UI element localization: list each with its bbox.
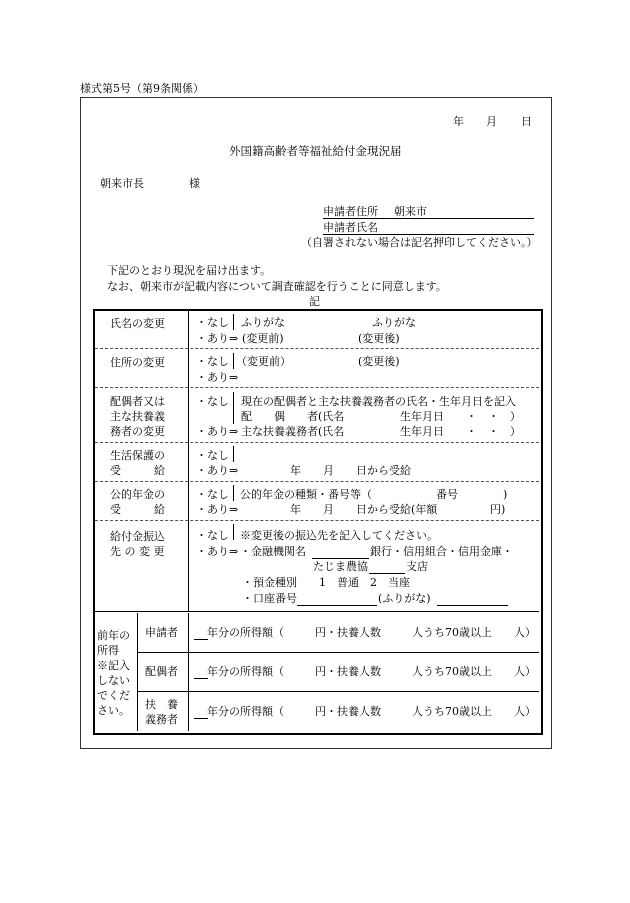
income-text-2: 円・扶養人数	[315, 626, 381, 639]
row-divider	[95, 348, 539, 349]
spouse-none: ・なし	[196, 395, 229, 408]
row-divider	[95, 442, 539, 443]
applicant-name-label: 申請者氏名	[323, 221, 378, 234]
pension-label-1: 公的年金の	[110, 488, 165, 501]
pension-line-1c: )	[503, 488, 508, 501]
pension-yes: ・あり⇒	[196, 503, 239, 516]
pension-line-2: 年 月 日から受給(年額	[290, 503, 438, 516]
spouse-line-3b: 生年月日 ・ ・ ）	[400, 425, 521, 438]
address-change-yes: ・あり⇒	[196, 371, 239, 384]
date-month: 月	[486, 115, 497, 128]
name-change-yes: ・あり⇒	[196, 332, 239, 345]
pension-none: ・なし	[196, 488, 229, 501]
pension-label-2: 受 給	[110, 503, 165, 516]
spouse-label-1: 配偶者又は	[110, 395, 165, 408]
income-row-divider	[137, 691, 539, 692]
nashi-separator	[233, 392, 234, 424]
form-number: 様式第5号（第9条関係）	[80, 82, 204, 95]
intro-line-2: なお、朝来市が記載内容について調査確認を行うことに同意します。	[107, 280, 447, 293]
transfer-line-4: ・預金種別 1 普通 2 当座	[242, 576, 410, 589]
applicant-note: （自署されない場合は記名押印してください。）	[301, 236, 538, 249]
name-change-label: 氏名の変更	[110, 317, 165, 330]
income-row-label: 配偶者	[145, 665, 178, 678]
spouse-yes: ・あり⇒	[196, 425, 239, 438]
applicant-address-value: 朝来市	[394, 205, 427, 218]
date-year: 年	[453, 115, 464, 128]
address-before: （変更前）	[236, 355, 291, 368]
applicant-address-underline	[323, 218, 534, 219]
date-day: 日	[521, 115, 532, 128]
account-number-blank	[297, 605, 377, 606]
income-row-divider	[137, 652, 539, 653]
row-divider	[95, 481, 539, 482]
pension-line-1a: 公的年金の種類・番号等（	[240, 488, 372, 501]
transfer-line-5a: ・口座番号	[242, 592, 297, 605]
welfare-yes: ・あり⇒	[196, 464, 239, 477]
transfer-line-2b: 銀行・信用組合・信用金庫・	[370, 545, 513, 558]
spouse-label-3: 務者の変更	[110, 425, 165, 438]
spouse-label-2: 主な扶養義	[110, 410, 165, 423]
welfare-label-2: 受 給	[110, 464, 165, 477]
income-row-label: 扶 養	[145, 698, 178, 711]
income-text-3: 人うち70歳以上	[412, 626, 492, 639]
spouse-line-3a: 主な扶養義務者(氏名	[241, 425, 345, 438]
pension-line-2-end: 円)	[490, 503, 506, 516]
pension-line-1b: 番号	[436, 488, 458, 501]
transfer-line-3a: たじま農協	[313, 560, 368, 573]
applicant-name-underline	[323, 234, 534, 235]
income-col-divider-2	[188, 613, 189, 731]
name-furigana-before: ふりがな	[241, 316, 285, 329]
income-text-2: 円・扶養人数	[315, 705, 381, 718]
row-divider	[95, 611, 539, 612]
income-label-5: でくだ	[97, 689, 130, 702]
income-label-1: 前年の	[97, 629, 130, 642]
year-blank	[194, 678, 208, 679]
transfer-line-5b: (ふりがな)	[378, 592, 431, 605]
income-label-6: さい。	[97, 704, 130, 717]
furigana-blank	[437, 605, 508, 606]
nashi-separator	[233, 524, 234, 540]
income-text-3: 人うち70歳以上	[412, 665, 492, 678]
form-title: 外国籍高齢者等福祉給付金現況届	[229, 144, 402, 158]
spouse-line-2b: 生年月日 ・ ・ ）	[400, 410, 521, 423]
applicant-address-label: 申請者住所	[323, 205, 378, 218]
year-blank	[194, 639, 208, 640]
spouse-line-2a: 配 偶 者(氏名	[241, 410, 345, 423]
table-col-divider	[188, 311, 189, 611]
name-furigana-after: ふりがな	[372, 316, 416, 329]
welfare-none: ・なし	[196, 449, 229, 462]
income-col-divider-1	[137, 613, 138, 731]
year-blank	[194, 718, 208, 719]
bank-name-blank	[312, 558, 369, 559]
transfer-yes: ・あり⇒	[196, 545, 239, 558]
income-text-1: 年分の所得額（	[207, 626, 284, 639]
income-text-4: 人）	[514, 705, 536, 718]
address-after: (変更後)	[358, 355, 400, 368]
nashi-separator	[233, 353, 234, 369]
transfer-line-2a: ・金融機関名	[240, 545, 306, 558]
name-after: (変更後)	[358, 332, 400, 345]
transfer-line-3b: 支店	[406, 560, 428, 573]
name-before: (変更前)	[242, 332, 284, 345]
transfer-label-2: 先 の 変 更	[110, 545, 165, 558]
row-divider	[95, 520, 539, 521]
intro-line-1: 下記のとおり現況を届け出ます。	[107, 264, 272, 277]
welfare-label-1: 生活保護の	[110, 449, 165, 462]
income-label-2: 所得	[97, 644, 119, 657]
transfer-label-1: 給付金振込	[110, 530, 165, 543]
income-text-4: 人）	[514, 665, 536, 678]
address-change-none: ・なし	[196, 355, 229, 368]
addressee-honorific: 様	[189, 177, 200, 190]
income-text-1: 年分の所得額（	[207, 705, 284, 718]
income-row-label: 申請者	[145, 626, 178, 639]
income-text-3: 人うち70歳以上	[412, 705, 492, 718]
spouse-line-1: 現在の配偶者と主な扶養義務者の氏名・生年月日を記入	[241, 395, 516, 408]
nashi-separator	[233, 314, 234, 330]
name-change-none: ・なし	[196, 316, 229, 329]
income-row-label-2: 義務者	[145, 713, 178, 726]
row-divider	[95, 387, 539, 388]
income-text-4: 人）	[514, 626, 536, 639]
income-text-2: 円・扶養人数	[315, 665, 381, 678]
income-text-1: 年分の所得額（	[207, 665, 284, 678]
address-change-label: 住所の変更	[110, 356, 165, 369]
branch-blank	[369, 573, 405, 574]
transfer-none: ・なし	[196, 529, 229, 542]
income-label-4: しない	[97, 674, 130, 687]
nashi-separator	[233, 485, 234, 501]
income-label-3: ※記入	[97, 659, 130, 672]
transfer-line-1: ※変更後の振込先を記入してください。	[240, 529, 438, 542]
ki-label: 記	[309, 295, 320, 308]
addressee-name: 朝来市長	[100, 177, 144, 190]
nashi-separator	[233, 446, 234, 462]
welfare-date: 年 月 日から受給	[290, 464, 411, 477]
